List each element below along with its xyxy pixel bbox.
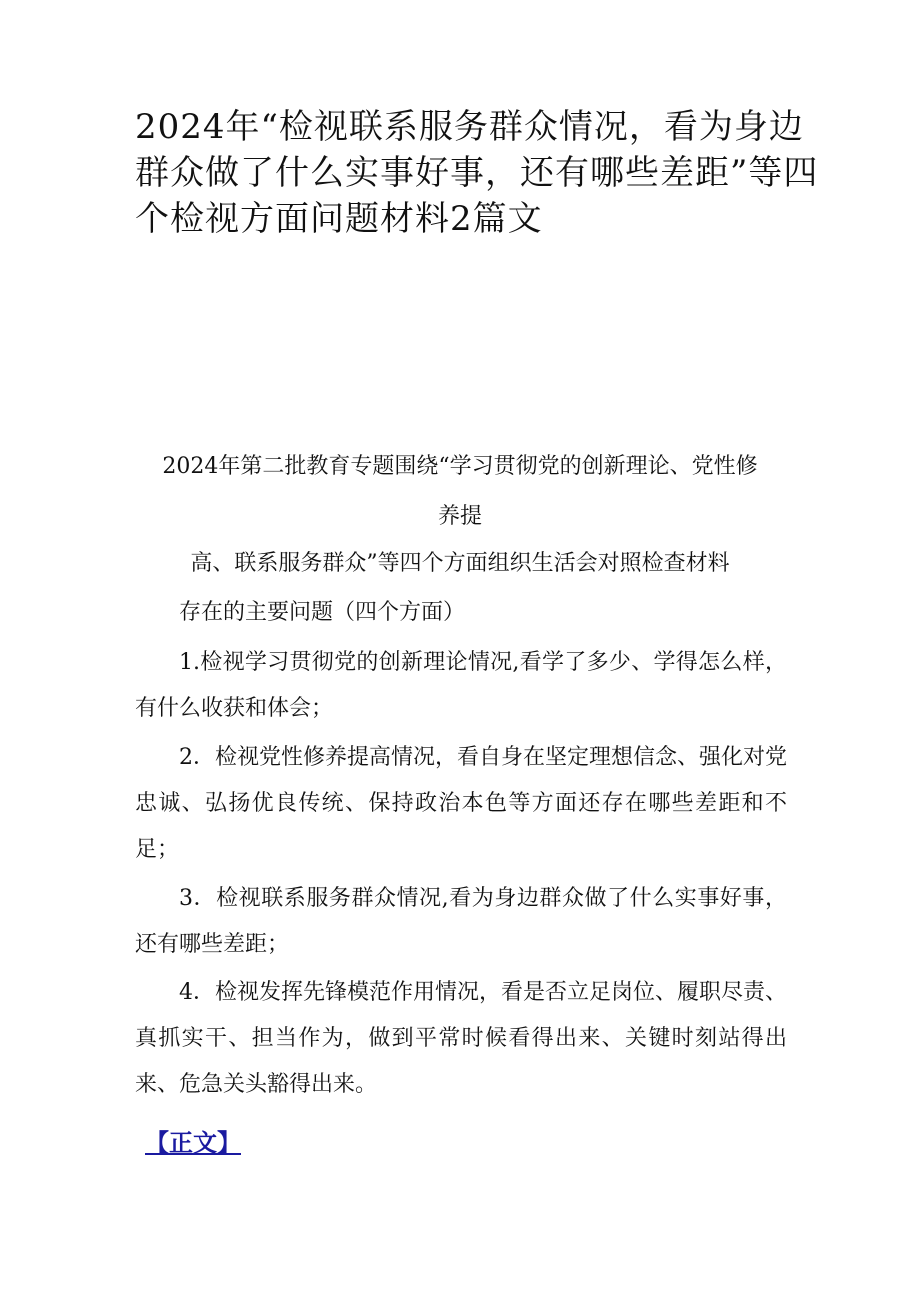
main-text-link[interactable]: 【正文】	[145, 1128, 241, 1157]
problem-item-1: 1.检视学习贯彻党的创新理论情况,看学了多少、学得怎么样，有什么收获和体会；	[135, 650, 787, 721]
problem-item-3: 3．检视联系服务群众情况,看为身边群众做了什么实事好事，还有哪些差距；	[135, 886, 787, 957]
subtitle-line-3: 高、联系服务群众”等四个方面组织生活会对照检查材料	[190, 551, 730, 576]
subtitle-line-1: 2024年第二批教育专题围绕“学习贯彻党的创新理论、党性修	[162, 454, 758, 479]
document-title: 2024年“检视联系服务群众情况，看为身边群众做了什么实事好事，还有哪些差距”等四个检视方面问题材料2篇文	[135, 107, 819, 239]
problem-item-2: 2．检视党性修养提高情况，看自身在坚定理想信念、强化对党忠诚、弘扬优良传统、保持政治本色等方面还存在哪些差距和不足；	[135, 745, 787, 862]
section-heading: 存在的主要问题（四个方面）	[179, 600, 466, 625]
problem-item-4: 4．检视发挥先锋模范作用情况，看是否立足岗位、履职尽责、真抓实干、担当作为，做到平常时候看得出来、关键时刻站得出来、危急关头豁得出来。	[135, 980, 787, 1097]
subtitle-line-2: 养提	[437, 504, 482, 529]
